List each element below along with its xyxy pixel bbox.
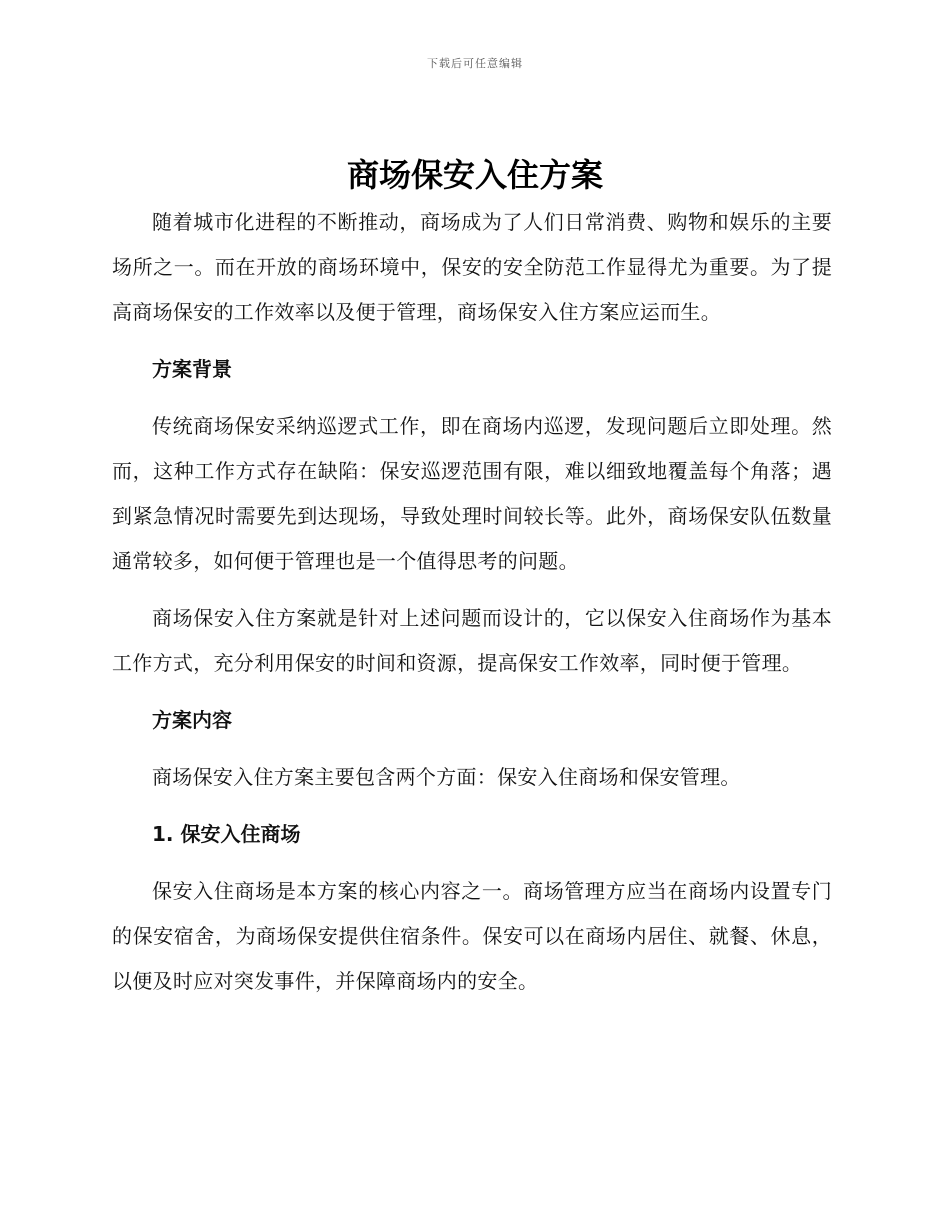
intro-paragraph: 随着城市化进程的不断推动，商场成为了人们日常消费、购物和娱乐的主要场所之一。而在开放的商场环境中，保安的安全防范工作显得尤为重要。为了提高商场保安的工作效率以及便于管理，商场保安入住方案应运而生。: [112, 210, 832, 324]
section-heading-content: 方案内容: [152, 708, 232, 732]
subsection-paragraph-1: 保安入住商场是本方案的核心内容之一。商场管理方应当在商场内设置专门的保安宿舍，为商场保安提供住宿条件。保安可以在商场内居住、就餐、休息，以便及时应对突发事件，并保障商场内的安全。: [112, 879, 832, 993]
header-note: 下载后可任意编辑: [427, 57, 523, 70]
section-heading-background: 方案背景: [152, 357, 232, 381]
content-paragraph-1: 商场保安入住方案主要包含两个方面：保安入住商场和保安管理。: [152, 765, 741, 789]
subsection-heading-1: 1. 保安入住商场: [152, 822, 301, 846]
document-title: 商场保安入住方案: [346, 156, 603, 194]
background-paragraph-2: 商场保安入住方案就是针对上述问题而设计的，它以保安入住商场作为基本工作方式，充分利用保安的时间和资源，提高保安工作效率，同时便于管理。: [112, 606, 832, 675]
document-body: [112, 200, 832, 1004]
background-paragraph-1: 传统商场保安采纳巡逻式工作，即在商场内巡逻，发现问题后立即处理。然而，这种工作方式存在缺陷：保安巡逻范围有限，难以细致地覆盖每个角落；遇到紧急情况时需要先到达现场，导致处理时间较长等。此外，商场保安队伍数量通常较多，如何便于管理也是一个值得思考的问题。: [112, 414, 832, 573]
